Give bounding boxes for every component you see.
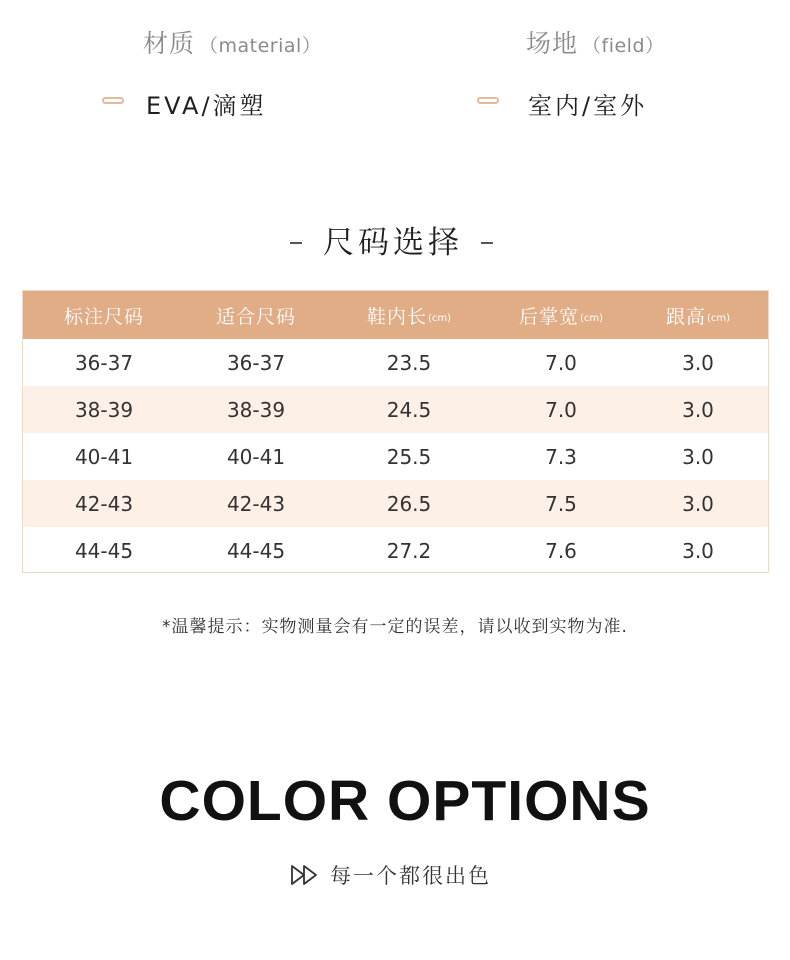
table-cell: 24.5 [386, 397, 432, 422]
color-options-title: COLOR OPTIONS [159, 769, 651, 833]
table-cell: 38-39 [226, 397, 286, 422]
color-options-subtitle: 每一个都很出色 [330, 864, 491, 888]
material-title [143, 24, 321, 60]
table-cell: 7.5 [545, 491, 577, 516]
table-header [23, 291, 768, 339]
section-title: 尺码选择 [323, 225, 463, 261]
table-cell: 3.0 [682, 444, 714, 469]
table-row [23, 433, 768, 480]
material-title-en: （material） [199, 35, 322, 57]
table-row [23, 480, 768, 527]
field-title-cn: 场地 [526, 29, 579, 58]
table-cell: 3.0 [682, 538, 714, 563]
table-cell: 42-43 [74, 491, 134, 516]
table-cell: 40-41 [74, 444, 134, 469]
field-title-en: （field） [582, 35, 665, 57]
header-cell: 跟高 (cm) [665, 305, 731, 328]
header-cell: 标注尺码 [63, 305, 145, 328]
header-cell: 后掌宽 (cm) [518, 305, 604, 328]
table-row [23, 386, 768, 433]
field-value: 室内/室外 [528, 92, 648, 120]
table-row [23, 339, 768, 386]
table-cell: 36-37 [74, 350, 134, 375]
section-title-dash-left [290, 242, 302, 244]
size-note: *温馨提示：实物测量会有一定的误差，请以收到实物为准. [162, 617, 628, 637]
table-cell: 23.5 [386, 350, 432, 375]
table-cell: 7.0 [545, 397, 577, 422]
table-cell: 42-43 [226, 491, 286, 516]
table-cell: 44-45 [226, 538, 286, 563]
table-row [23, 527, 768, 574]
header-cell: 适合尺码 [215, 305, 297, 328]
section-title-dash-right [481, 242, 493, 244]
table-cell: 36-37 [226, 350, 286, 375]
color-options-subtitle-row [290, 860, 491, 890]
size-table [22, 290, 769, 573]
table-cell: 3.0 [682, 350, 714, 375]
material-value: EVA/滴塑 [146, 92, 267, 120]
table-cell: 7.0 [545, 350, 577, 375]
table-cell: 3.0 [682, 491, 714, 516]
field-pill-icon [477, 97, 499, 104]
table-cell: 26.5 [386, 491, 432, 516]
table-cell: 7.6 [545, 538, 577, 563]
table-cell: 3.0 [682, 397, 714, 422]
material-title-cn: 材质 [143, 29, 196, 58]
header-cell: 鞋内长 (cm) [366, 305, 452, 328]
material-pill-icon [102, 97, 124, 104]
field-title [526, 24, 665, 60]
table-cell: 44-45 [74, 538, 134, 563]
table-cell: 38-39 [74, 397, 134, 422]
table-cell: 25.5 [386, 444, 432, 469]
table-cell: 40-41 [226, 444, 286, 469]
table-cell: 27.2 [386, 538, 432, 563]
double-play-icon [290, 864, 320, 886]
table-cell: 7.3 [545, 444, 577, 469]
